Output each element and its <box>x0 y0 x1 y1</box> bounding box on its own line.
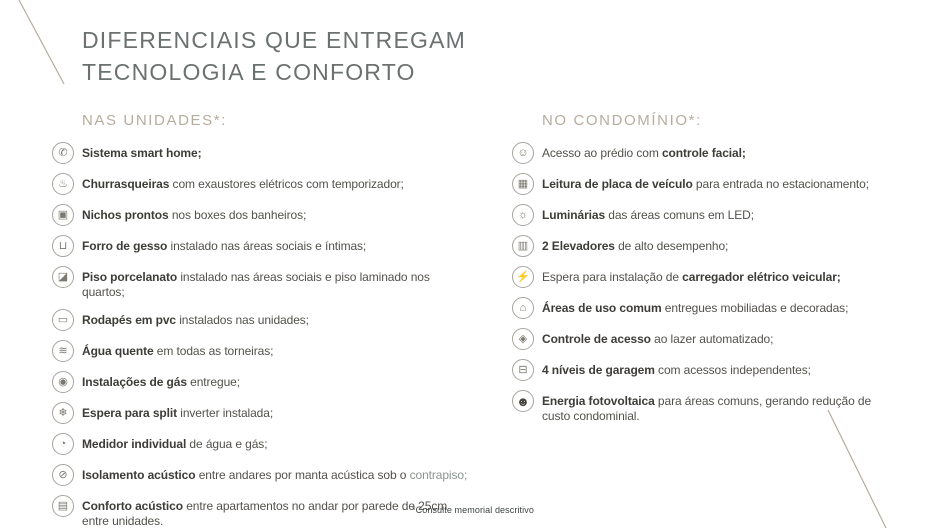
license-plate-icon: ▦ <box>512 173 534 195</box>
sound-insulation-icon: ⊘ <box>52 464 74 486</box>
split-ac-icon: ❄ <box>52 402 74 424</box>
plaster-ceiling-icon: ⊔ <box>52 235 74 257</box>
list-item-text: Água quente em todas as torneiras; <box>82 344 274 358</box>
list-item <box>52 374 472 393</box>
list-item-text: 2 Elevadores de alto desempenho; <box>542 239 729 253</box>
list-item <box>52 312 472 331</box>
list-item <box>512 331 892 350</box>
condo-column-header: NO CONDOMÍNIO*: <box>542 112 702 129</box>
porcelain-floor-icon: ◪ <box>52 266 74 288</box>
gas-valve-icon: ◉ <box>52 371 74 393</box>
list-item <box>52 145 472 164</box>
list-item <box>52 436 472 455</box>
list-item-text: Leitura de placa de veículo para entrada no estacionamento; <box>542 177 869 191</box>
list-item-text: Energia fotovoltaica para áreas comuns, gerando redução de custo condominial. <box>542 394 872 423</box>
list-item-text: Instalações de gás entregue; <box>82 375 240 389</box>
list-item-text: Rodapés em pvc instalados nas unidades; <box>82 313 309 327</box>
exhaust-fan-icon: ♨ <box>52 173 74 195</box>
acoustic-wall-icon: ▤ <box>52 495 74 517</box>
list-item <box>52 238 472 257</box>
list-item <box>52 343 472 362</box>
page-title-line2: TECNOLOGIA E CONFORTO <box>82 59 416 85</box>
access-key-icon: ◈ <box>512 328 534 350</box>
list-item-text: Isolamento acústico entre andares por manta acústica sob o contrapiso; <box>82 468 468 482</box>
garage-icon: ⊟ <box>512 359 534 381</box>
list-item-text: Sistema smart home; <box>82 146 202 160</box>
person-icon: ☻ <box>512 390 534 412</box>
list-item <box>52 269 472 300</box>
condo-list <box>512 145 892 424</box>
list-item-text: Espera para instalação de carregador elétrico veicular; <box>542 270 841 284</box>
top-left-line <box>19 0 64 84</box>
list-item <box>512 238 892 257</box>
list-item-text: Piso porcelanato instalado nas áreas sociais e piso laminado nos quartos; <box>82 270 430 299</box>
list-item <box>52 176 472 195</box>
list-item <box>52 498 472 528</box>
hot-water-icon: ≋ <box>52 340 74 362</box>
list-item <box>52 207 472 226</box>
elevator-icon: ▥ <box>512 235 534 257</box>
led-bulb-icon: ☼ <box>512 204 534 226</box>
list-item <box>512 269 892 288</box>
condo-column <box>512 112 892 436</box>
list-item-text: Controle de acesso ao lazer automatizado; <box>542 332 774 346</box>
list-item <box>512 207 892 226</box>
list-item-text: Acesso ao prédio com controle facial; <box>542 146 746 160</box>
list-item <box>512 362 892 381</box>
list-item-text: Espera para split inverter instalada; <box>82 406 274 420</box>
list-item <box>52 467 472 486</box>
list-item-text: Forro de gesso instalado nas áreas sociais e íntimas; <box>82 239 367 253</box>
ev-charger-icon: ⚡ <box>512 266 534 288</box>
baseboard-icon: ▭ <box>52 309 74 331</box>
list-item-text: 4 níveis de garagem com acessos independentes; <box>542 363 811 377</box>
list-item <box>512 300 892 319</box>
list-item <box>512 393 892 424</box>
units-list <box>52 145 472 528</box>
meter-icon: ◔ <box>52 433 74 455</box>
sofa-icon: ⌂ <box>512 297 534 319</box>
list-item <box>52 405 472 424</box>
list-item-text: Nichos prontos nos boxes dos banheiros; <box>82 208 307 222</box>
page-title <box>82 24 466 88</box>
smartphone-icon: ✆ <box>52 142 74 164</box>
list-item <box>512 176 892 195</box>
list-item-text: Conforto acústico entre apartamentos no andar por parede de 25cm entre unidades. <box>82 499 448 528</box>
list-item-text: Luminárias das áreas comuns em LED; <box>542 208 754 222</box>
niche-icon: ▣ <box>52 204 74 226</box>
list-item-text: Medidor individual de água e gás; <box>82 437 268 451</box>
page-title-line1: DIFERENCIAIS QUE ENTREGAM <box>82 27 466 53</box>
list-item-text: Churrasqueiras com exaustores elétricos com temporizador; <box>82 177 404 191</box>
list-item-text: Áreas de uso comum entregues mobiliadas e decoradas; <box>542 301 849 315</box>
facial-recognition-icon: ☺ <box>512 142 534 164</box>
units-column <box>52 112 472 528</box>
footnote: *Consulte memorial descritivo <box>412 505 534 515</box>
units-column-header: NAS UNIDADES*: <box>82 112 227 129</box>
list-item <box>512 145 892 164</box>
